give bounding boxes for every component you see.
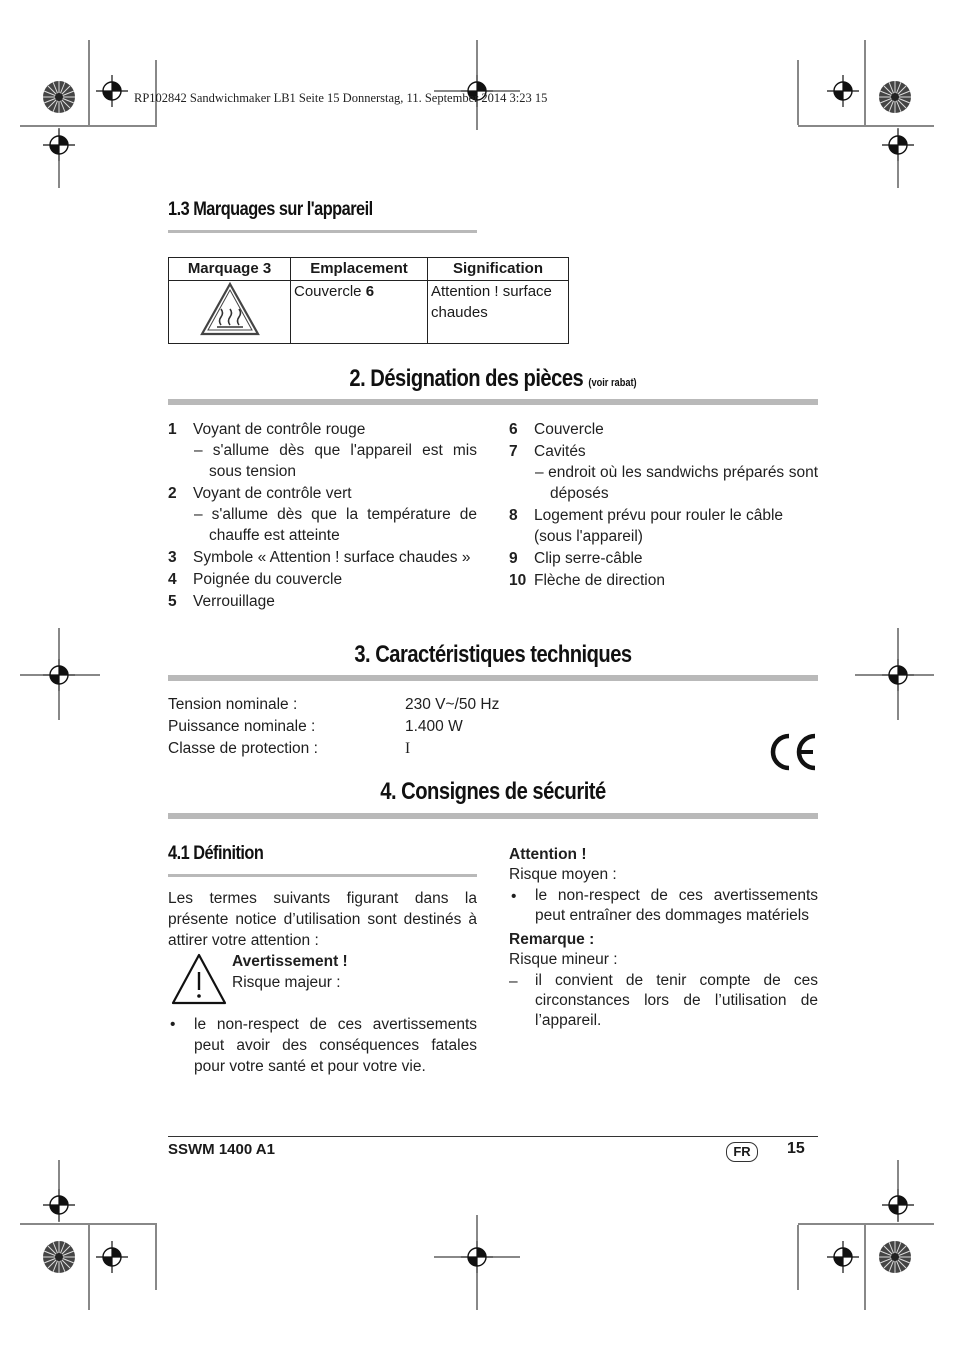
specs-list — [168, 694, 588, 760]
section-2-title — [220, 365, 766, 393]
section-4-1-title: 4.1 Définition — [168, 843, 264, 864]
section-2-subtitle: (voir rabat) — [588, 377, 637, 389]
part-number: 3 — [168, 549, 177, 566]
markings-table — [168, 257, 569, 344]
part-label: Clip serre-câble — [534, 550, 643, 567]
part-number: 9 — [509, 550, 518, 567]
print-slug: RP102842 Sandwichmaker LB1 Seite 15 Donnerstag, 11. September 2014 3:23 15 — [134, 91, 548, 105]
note-dash-text: il convient de tenir compte de ces circonstances lors de l’utilisation de l’appareil. — [535, 972, 818, 1029]
marking-symbol-cell — [169, 281, 291, 344]
language-badge: FR — [726, 1142, 758, 1162]
part-label: Couvercle — [534, 421, 604, 438]
part-number: 2 — [168, 485, 177, 502]
warning-risk: Risque majeur : — [232, 974, 341, 991]
col-header-marking: Marquage 3 — [169, 258, 291, 281]
part-label: Cavités — [534, 443, 586, 460]
col-header-meaning: Signification — [428, 258, 569, 281]
spec-label: Tension nominale : — [168, 696, 298, 713]
spec-label: Puissance nominale : — [168, 718, 316, 735]
list-item — [509, 419, 818, 441]
part-label: Voyant de contrôle vert — [193, 485, 352, 502]
section-4-title: 4. Consignes de sécurité — [380, 778, 606, 805]
list-item — [168, 569, 477, 591]
part-description: – endroit où les sandwichs préparés sont déposés — [535, 464, 818, 502]
warning-bullet-text: le non-respect de ces avertissements peut avoir des conséquences fatales pour votre santé et pour votre vie. — [194, 1016, 477, 1075]
list-item — [509, 441, 818, 462]
note-dash-item — [509, 971, 818, 1031]
part-number: 5 — [168, 593, 177, 610]
dash-marker: – — [509, 973, 518, 990]
section-3-rule — [168, 675, 818, 681]
page-number: 15 — [787, 1140, 805, 1157]
parts-list-right — [509, 419, 818, 592]
note-risk: Risque mineur : — [509, 951, 618, 968]
spec-value: I — [405, 740, 411, 757]
section-3-title: 3. Caractéristiques techniques — [354, 641, 632, 668]
caution-title: Attention ! — [509, 846, 587, 863]
ce-mark-icon — [767, 731, 819, 773]
spec-label: Classe de protection : — [168, 740, 318, 757]
list-item — [509, 548, 818, 570]
location-part-number: 6 — [365, 283, 375, 300]
list-item — [509, 570, 818, 592]
parts-list-left — [168, 419, 477, 613]
note-title: Remarque : — [509, 931, 595, 948]
part-number: 1 — [168, 421, 177, 438]
warning-title: Avertissement ! — [232, 953, 348, 970]
caution-risk: Risque moyen : — [509, 866, 617, 883]
spec-row — [168, 738, 588, 760]
list-item — [168, 547, 477, 569]
hot-surface-warning-icon — [199, 281, 261, 337]
part-description: – s'allume dès que la température de chauffe est atteinte — [194, 506, 477, 544]
caution-bullet — [509, 886, 818, 926]
spec-value: 230 V~/50 Hz — [405, 696, 500, 713]
marking-location-cell — [291, 281, 428, 344]
section-1-3-title: 1.3 Marquages sur l'appareil — [168, 199, 373, 220]
part-label: Poignée du couvercle — [193, 571, 343, 588]
part-label: Voyant de contrôle rouge — [193, 421, 366, 438]
part-label: Symbole « Attention ! surface chaudes » — [193, 549, 471, 566]
section-4-1-rule — [168, 874, 477, 877]
part-description: – s'allume dès que l'appareil est mis sous tension — [194, 442, 477, 480]
part-number: 6 — [509, 421, 518, 438]
marking-meaning-cell: Attention ! surface chaudes — [428, 281, 569, 344]
section-4-rule — [168, 813, 818, 819]
part-label: Verrouillage — [193, 593, 275, 610]
part-number: 8 — [509, 507, 518, 524]
list-item — [168, 483, 477, 504]
part-label: Flèche de direction — [534, 572, 665, 589]
list-item — [168, 591, 477, 613]
section-2-rule — [168, 399, 818, 405]
spec-value: 1.400 W — [405, 718, 463, 735]
list-item — [509, 505, 818, 548]
footer-model: SSWM 1400 A1 — [168, 1141, 275, 1158]
spec-row — [168, 716, 588, 738]
col-header-location: Emplacement — [291, 258, 428, 281]
bullet-marker: • — [511, 888, 517, 905]
section-1-3-rule — [168, 230, 477, 233]
spec-row — [168, 694, 588, 716]
part-number: 4 — [168, 571, 177, 588]
list-item — [168, 419, 477, 440]
warning-triangle-icon — [170, 952, 228, 1006]
location-text: Couvercle — [294, 283, 366, 300]
caution-bullet-text: le non-respect de ces avertissements peut entraîner des dommages matériels — [535, 887, 818, 924]
part-number: 7 — [509, 443, 518, 460]
definition-intro: Les termes suivants figurant dans la présente notice d’utilisation sont destinés à attirer votre attention : — [168, 890, 477, 949]
part-label: Logement prévu pour rouler le câble (sous l'appareil) — [534, 507, 784, 545]
section-2-title-text: 2. Désignation des pièces — [349, 365, 584, 392]
part-number: 10 — [509, 572, 527, 589]
warning-bullet — [168, 1014, 477, 1077]
bullet-marker: • — [170, 1016, 176, 1033]
footer-rule — [168, 1136, 818, 1137]
